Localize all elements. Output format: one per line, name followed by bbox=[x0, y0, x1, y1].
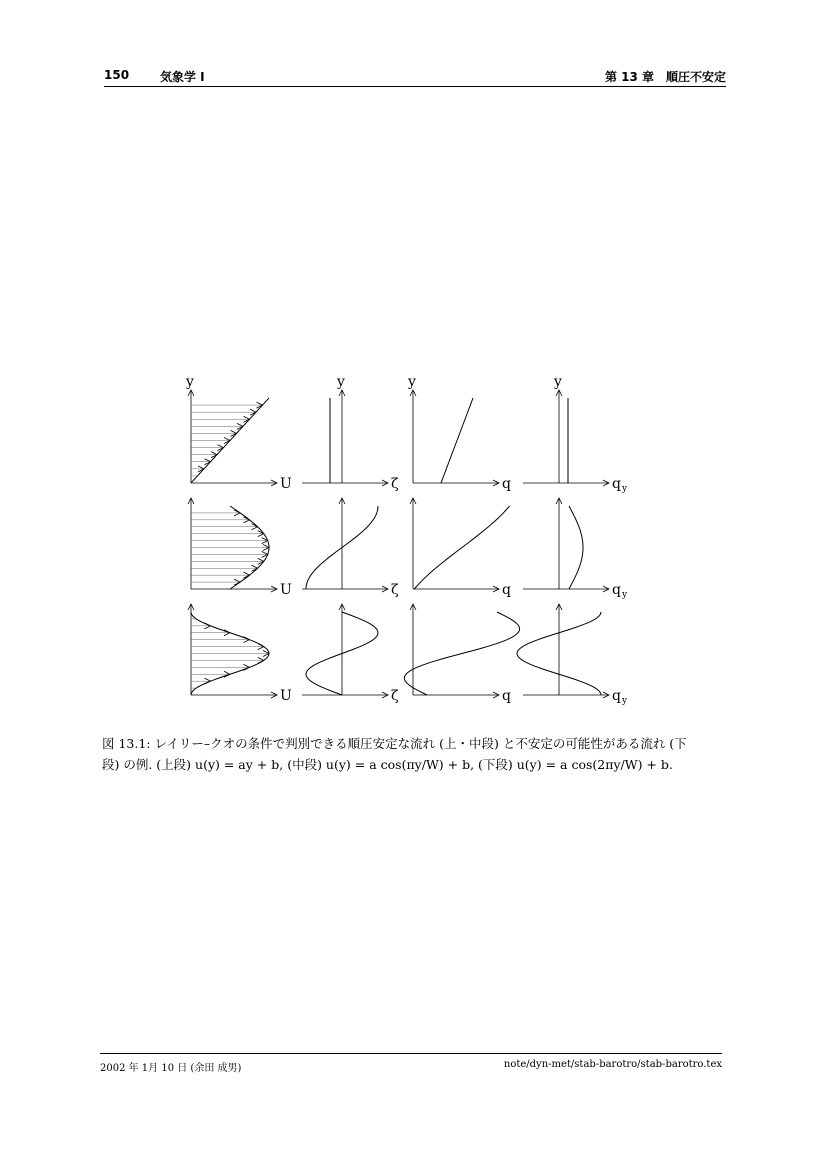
row2-qy-axis-label: q bbox=[612, 582, 621, 598]
row1-qy-axis-subscript: y bbox=[622, 484, 628, 494]
row1-U-axis-label: U bbox=[280, 476, 292, 492]
figure-caption bbox=[102, 733, 726, 775]
page-number: 150 bbox=[104, 68, 130, 82]
row2-U-axis-label: U bbox=[280, 582, 292, 598]
row3-qy-axis-subscript: y bbox=[622, 696, 628, 706]
row2-zeta-axis-label: ζ bbox=[391, 582, 399, 598]
row2-pv-curve bbox=[414, 506, 509, 589]
row3-pv-curve bbox=[404, 612, 519, 695]
page-footer bbox=[100, 1053, 722, 1074]
top-q-y-label: y bbox=[408, 374, 416, 390]
row3-qy-axis-label: q bbox=[612, 688, 621, 704]
top-qy-y-label: y bbox=[554, 374, 562, 390]
chapter-title: 第 13 章 順圧不安定 bbox=[604, 70, 726, 84]
row1-zeta-axis-label: ζ bbox=[391, 476, 399, 492]
row1-pv-curve bbox=[441, 398, 473, 483]
footer-file-path: note/dyn-met/stab-barotro/stab-barotro.tex bbox=[503, 1059, 722, 1070]
row2-qy-axis-subscript: y bbox=[622, 590, 628, 600]
row1-q-axis-label: q bbox=[502, 476, 511, 492]
caption-line-1: 図 13.1: レイリー–クオの条件で判別できる順圧安定な流れ (上・中段) と不安定の可能性がある流れ (下 bbox=[102, 736, 687, 751]
row3-zeta-axis-label: ζ bbox=[391, 688, 399, 704]
top-U-y-label: y bbox=[186, 374, 194, 390]
top-zeta-y-label: y bbox=[337, 374, 345, 390]
row3-q-axis-label: q bbox=[502, 688, 511, 704]
row3-U-axis-label: U bbox=[280, 688, 292, 704]
footer-date-author: 2002 年 1月 10 日 (余田 成男) bbox=[100, 1063, 242, 1074]
row1-qy-axis-label: q bbox=[612, 476, 621, 492]
book-title: 気象学 I bbox=[160, 70, 205, 84]
row2-q-axis-label: q bbox=[502, 582, 511, 598]
row2-pv-gradient-curve bbox=[569, 506, 583, 589]
caption-line-2: 段) の例. (上段) u(y) = ay + b, (中段) u(y) = a cos(πy/W) + b, (下段) u(y) = a cos(2πy/W) + b. bbox=[102, 757, 673, 772]
